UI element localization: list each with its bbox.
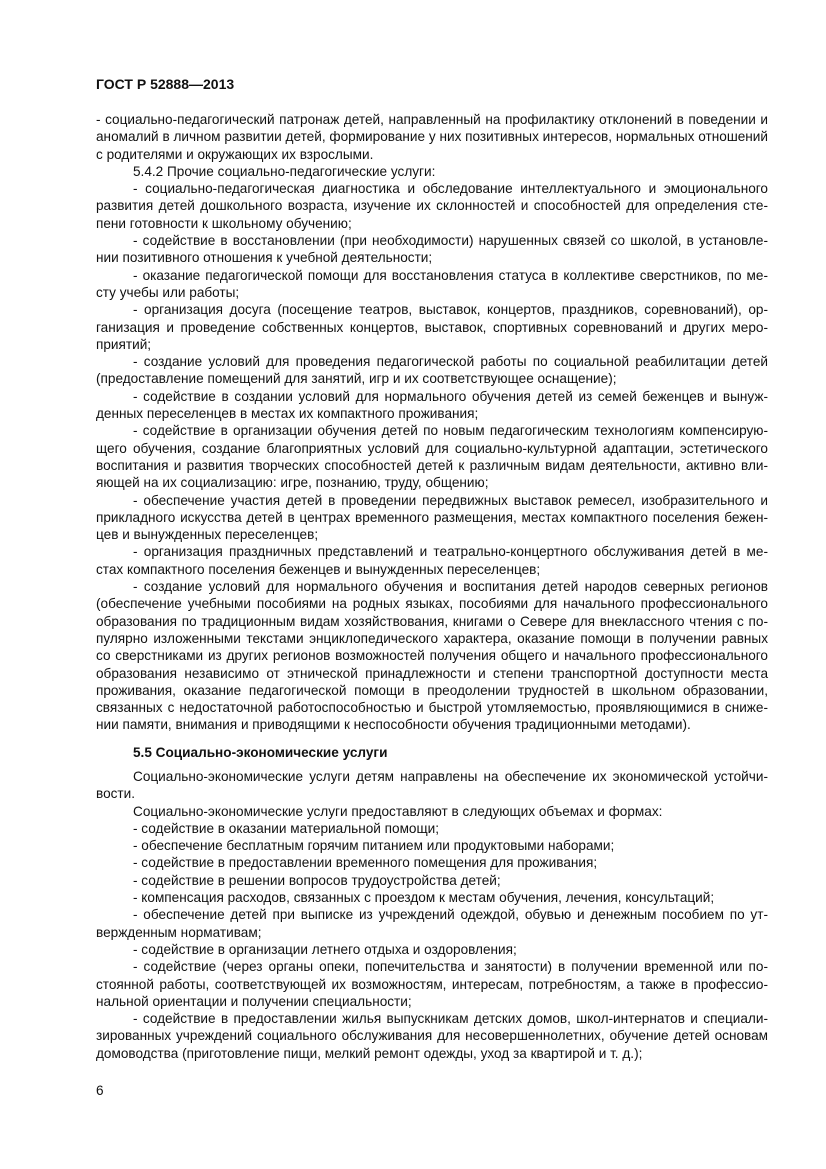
list-item: - обеспечение бесплатным горячим питанием или продуктовыми наборами; — [133, 838, 615, 854]
list-item: - содействие в предоставлении временного помещения для проживания; — [133, 855, 598, 871]
list-item: - организация досуга (посещение театров, выставок, концертов, праздников, соревнований), организация и проведение собственных концертов, выставок, спортивных соревнований и других мероприятий; — [96, 302, 768, 352]
page-number: 6 — [96, 1083, 104, 1098]
list-item: - обеспечение участия детей в проведении передвижных выставок ремесел, изобразительного и прикладного искусства детей в центрах временного размещения, местах компактного поселения беженцев и вынужденных переселенцев; — [96, 492, 768, 543]
document-body — [96, 111, 768, 1062]
list-item: - оказание педагогической помощи для восстановления статуса в коллективе сверстников, по месту учебы или работы; — [96, 267, 768, 300]
list-item: - обеспечение детей при выписке из учреждений одеждой, обувью и денежным пособием по утвержденным нормативам; — [96, 907, 768, 940]
list-item: - содействие в оказании материальной помощи; — [133, 820, 440, 836]
list-item: - содействие в организации летнего отдыха и оздоровления; — [133, 941, 517, 957]
list-item: - организация праздничных представлений и театрально-концертного обслуживания детей в местах компактного поселения беженцев и вынужденных переселенцев; — [96, 544, 768, 577]
paragraph: Социально-экономические услуги детям направлены на обеспечение их экономической устойчивости. — [96, 768, 768, 802]
list-item: - создание условий для нормального обучения и воспитания детей народов северных регионов (обеспечение учебными пособиями на родных языках, пособиями для начального профессионального образования по традиционным видам хозяйствования, книгами о Севере для внеклассного чтения с популярно изложенными текстами энциклопедического характера, оказание помощи в получении равных со сверстниками из других регионов возможностей получения общего и начального профессионального образования независимо от этнической принадлежности и степени транспортной доступности места проживания, оказание педагогической помощи в преодолении трудностей в школьном образовании, связанных с недостаточной работоспособностью и быстрой утомляемостью, проявляющимися в снижении памяти, внимания и приводящими к неспособности обучения традиционными методами). — [96, 579, 768, 733]
list-item: - содействие в организации обучения детей по новым педагогическим технологиям компенсирующего обучения, создание благоприятных условий для социально-культурной адаптации, эстетического воспитания и развития творческих способностей детей к различным видам деятельности, активно влияющей на их социализацию: игре, познанию, труду, общению; — [96, 423, 768, 491]
list-item: - содействие в восстановлении (при необходимости) нарушенных связей со школой, в установлении позитивного отношения к учебной деятельности; — [96, 233, 768, 266]
document-header: ГОСТ Р 52888—2013 — [96, 76, 235, 92]
list-item: - содействие в предоставлении жилья выпускникам детских домов, школ-интернатов и специализированных учреждений социального обслуживания для несовершеннолетних, обучение детей основам домоводства (приготовление пищи, мелкий ремонт одежды, уход за квартирой и т. д.); — [96, 1011, 768, 1061]
list-item: - социально-педагогическая диагностика и обследование интеллектуального и эмоционального развития детей дошкольного возраста, изучение их склонностей и способностей для определения степени готовности к школьному обучению; — [96, 181, 768, 231]
paragraph: - социально-педагогический патронаж детей, направленный на профилактику отклонений в поведении и аномалий в личном развитии детей, формирование у них позитивных интересов, нормальных отношений с родителями и окружающих их взрослыми. — [96, 112, 768, 162]
paragraph: Социально-экономические услуги предоставляют в следующих объемах и формах: — [133, 803, 663, 819]
list-item: - содействие в создании условий для нормального обучения детей из семей беженцев и вынужденных переселенцев в местах их компактного проживания; — [96, 388, 768, 422]
list-item: - содействие в решении вопросов трудоустройства детей; — [133, 872, 501, 888]
section-title: 5.5 Социально-экономические услуги — [133, 744, 388, 760]
subsection-title: 5.4.2 Прочие социально-педагогические услуги: — [133, 163, 436, 179]
list-item: - компенсация расходов, связанных с проездом к местам обучения, лечения, консультаций; — [133, 890, 715, 906]
list-item: - содействие (через органы опеки, попечительства и занятости) в получении временной или постоянной работы, соответствующей их возможностям, интересам, потребностям, а также в профессиональной ориентации и получении специальности; — [96, 959, 768, 1009]
list-item: - создание условий для проведения педагогической работы по социальной реабилитации детей (предоставление помещений для занятий, игр и их соответствующее оснащение); — [96, 354, 768, 387]
